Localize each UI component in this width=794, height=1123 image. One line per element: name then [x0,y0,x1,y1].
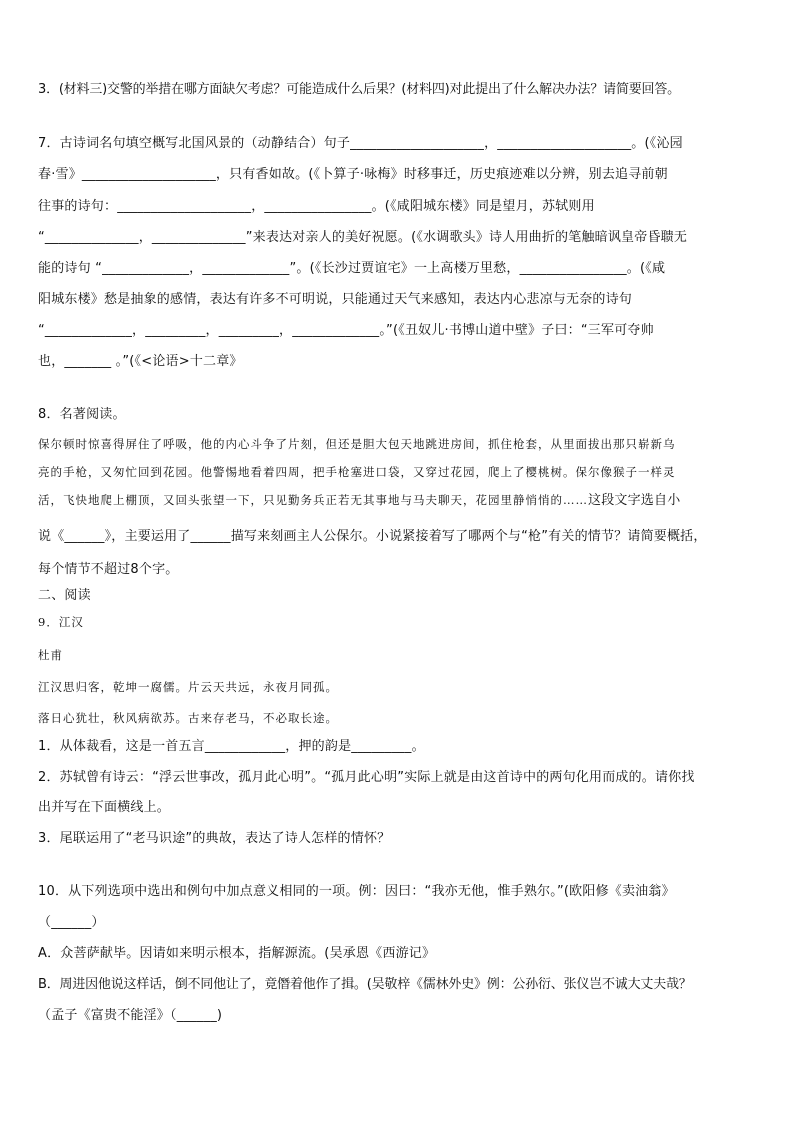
question-7-line: 往事的诗句：____________________，________________。(《咸阳城东楼》同是望月，苏轼则用 [38,199,595,214]
question-7-line: 阳城东楼》愁是抽象的感情，表达有许多不可明说，只能通过天气来感知，表达内心悲凉与无奈的诗句 [38,292,633,307]
question-8-title: 8．名著阅读。 [38,407,126,422]
poem-line: 江汉思归客，乾坤一腐儒。片云天共远，永夜月同孤。 [38,680,338,694]
option-a: A．众菩萨献毕。因请如来明示根本，指解源流。(吴承恩《西游记》 [38,946,436,961]
question-10-line: 10．从下列选项中选出和例句中加点意义相同的一项。例：因曰：“我亦无他，惟手熟尔。”(欧阳修《卖油翁》 [38,884,675,899]
question-9-item: 1．从体裁看，这是一首五言____________，押的韵是_________。 [38,739,425,754]
novel-passage-line: 保尔顿时惊喜得屏住了呼吸，他的内心斗争了片刻，但还是胆大包天地跳进房间，抓住枪套，从里面拔出那只崭新乌 [38,437,676,451]
question-10-line: （孟子《富贵不能淫》（______) [38,1008,223,1023]
question-7-line: “______________，______________”来表达对亲人的美好祝愿。(《水调歌头》诗人用曲折的笔触暗讽皇帝昏聩无 [38,230,688,245]
option-b: B．周进因他说这样话，倒不同他让了，竟僭着他作了揖。(吴敬梓《儒林外史》例：公孙衍、张仪岂不诚大丈夫哉？ [38,977,692,992]
poem-author: 杜甫 [38,648,63,662]
question-9-item: 3．尾联运用了“老马识途”的典故，表达了诗人怎样的情怀？ [38,831,391,846]
question-9-item: 出并写在下面横线上。 [38,800,171,815]
poem-title: 9．江汉 [38,615,84,629]
question-3-text: 3．(材料三)交警的举措在哪方面缺欠考虑？可能造成什么后果？(材料四)对此提出了什么解决办法？请简要回答。 [38,82,680,97]
question-9-item: 2．苏轼曾有诗云：“浮云世事改，孤月此心明”。“孤月此心明”实际上就是由这首诗中的两句化用而成的。请你找 [38,770,695,785]
question-8-line: 每个情节不超过8个字。 [38,562,179,577]
question-7-line: “_____________，_________，_________，_____________。”(《丑奴儿·书博山道中壁》子曰：“三军可夺帅 [38,323,654,338]
question-7-line: 也，_______ 。”(《<论语>十二章》 [38,354,243,369]
poem-line: 落日心犹壮，秋风病欲苏。古来存老马，不必取长途。 [38,711,338,725]
question-7-line: 7．古诗词名句填空概写北国风景的（动静结合）句子____________________，____________________。(《沁园 [38,136,683,151]
question-8-prompt: 这段文字选自小 [588,493,681,508]
novel-passage-line [38,490,758,511]
question-8-line: 说《______》，主要运用了______描写来刻画主人公保尔。小说紧接着写了哪两个与“枪”有关的情节？请简要概括， [38,529,707,544]
question-7-line: 春·雪》____________________，只有香如故。(《卜算子·咏梅》时移事迁，历史痕迹难以分辨，别去追寻前朝 [38,167,668,182]
novel-passage-line: 亮的手枪，又匆忙回到花园。他警惕地看着四周，把手枪塞进口袋，又穿过花园，爬上了樱桃树。保尔像猴子一样灵 [38,465,676,479]
novel-passage-text: 活，飞快地爬上棚顶，又回头张望一下，只见勤务兵正若无其事地与马夫聊天，花园里静悄悄的…… [38,493,588,507]
question-7-line: 能的诗句 “_____________，_____________”。(《长沙过贾谊宅》一上高楼万里愁，________________。(《咸 [38,261,666,276]
section-heading: 二、阅读 [38,588,91,603]
question-10-line: （______） [38,915,105,930]
